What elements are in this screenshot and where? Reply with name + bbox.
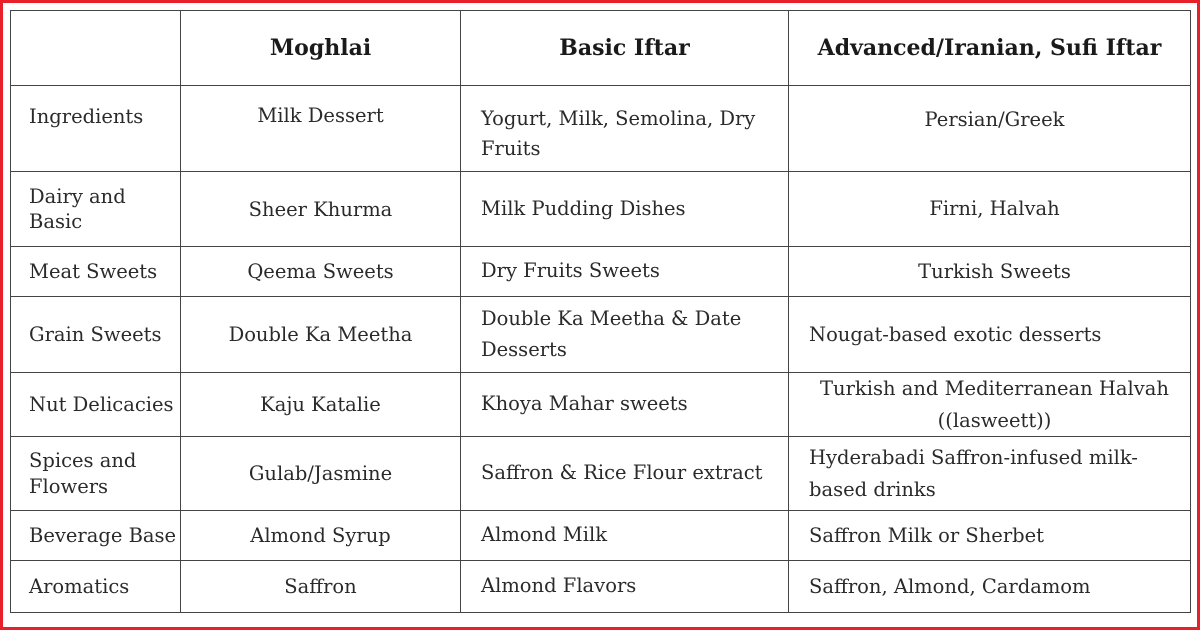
cell-basic-iftar: Milk Pudding Dishes (461, 172, 789, 247)
table-row (11, 297, 1191, 373)
cell-basic-iftar: Dry Fruits Sweets (461, 247, 789, 297)
cell-basic-iftar: Saffron & Rice Flour extract (461, 437, 789, 511)
column-header-moghlai: Moghlai (181, 11, 461, 86)
cell-advanced-iftar: Nougat-based exotic desserts (789, 297, 1191, 373)
cell-advanced-iftar: Turkish and Mediterranean Halvah ((lasweett)) (789, 373, 1191, 437)
row-label: Beverage Base (11, 511, 181, 561)
column-header-basic-iftar: Basic Iftar (461, 11, 789, 86)
corner-cell (11, 11, 181, 86)
table-row (11, 373, 1191, 437)
table-row (11, 86, 1191, 172)
table-row (11, 561, 1191, 613)
table-row (11, 247, 1191, 297)
row-label: Aromatics (11, 561, 181, 613)
column-header-advanced-iftar: Advanced/Iranian, Sufi Iftar (789, 11, 1191, 86)
cell-moghlai: Qeema Sweets (181, 247, 461, 297)
row-label: Spices and Flowers (11, 437, 181, 511)
cell-moghlai: Milk Dessert (181, 86, 461, 172)
row-label: Meat Sweets (11, 247, 181, 297)
table-row (11, 511, 1191, 561)
cell-moghlai: Double Ka Meetha (181, 297, 461, 373)
cell-moghlai: Sheer Khurma (181, 172, 461, 247)
cell-moghlai: Almond Syrup (181, 511, 461, 561)
header-row (11, 11, 1191, 86)
cell-basic-iftar: Double Ka Meetha & Date Desserts (461, 297, 789, 373)
row-label: Dairy and Basic (11, 172, 181, 247)
comparison-table (10, 10, 1191, 613)
cell-advanced-iftar: Saffron Milk or Sherbet (789, 511, 1191, 561)
cell-moghlai: Saffron (181, 561, 461, 613)
cell-advanced-iftar: Persian/Greek (789, 86, 1191, 172)
cell-advanced-iftar: Saffron, Almond, Cardamom (789, 561, 1191, 613)
cell-basic-iftar: Almond Milk (461, 511, 789, 561)
row-label: Grain Sweets (11, 297, 181, 373)
cell-basic-iftar: Khoya Mahar sweets (461, 373, 789, 437)
cell-advanced-iftar: Firni, Halvah (789, 172, 1191, 247)
cell-moghlai: Gulab/Jasmine (181, 437, 461, 511)
table-row (11, 437, 1191, 511)
cell-advanced-iftar: Turkish Sweets (789, 247, 1191, 297)
cell-basic-iftar: Yogurt, Milk, Semolina, Dry Fruits (461, 86, 789, 172)
cell-basic-iftar: Almond Flavors (461, 561, 789, 613)
row-label: Ingredients (11, 86, 181, 172)
cell-advanced-iftar: Hyderabadi Saffron-infused milk-based drinks (789, 437, 1191, 511)
cell-moghlai: Kaju Katalie (181, 373, 461, 437)
row-label: Nut Delicacies (11, 373, 181, 437)
table-row (11, 172, 1191, 247)
